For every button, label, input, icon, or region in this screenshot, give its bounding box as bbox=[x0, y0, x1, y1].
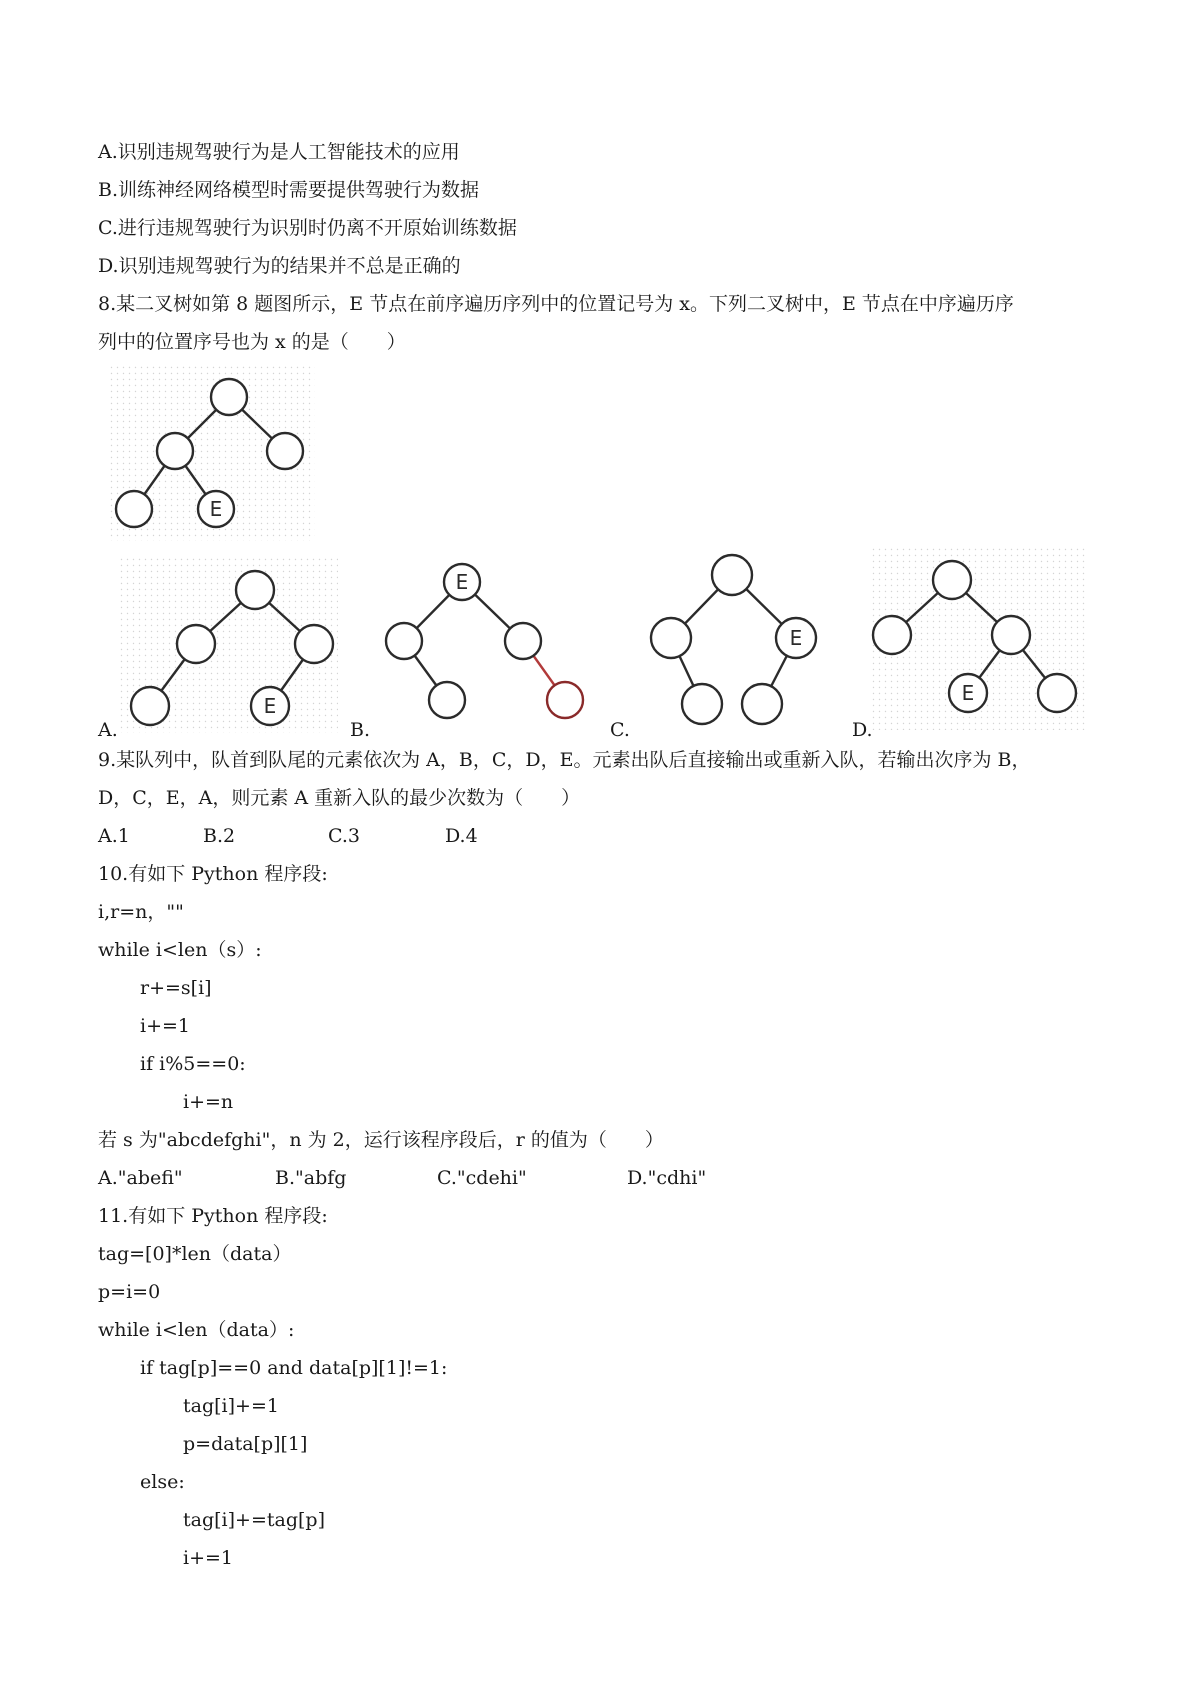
q8-option-d-label: D. bbox=[852, 719, 873, 741]
q8-option-c-label: C. bbox=[610, 719, 630, 741]
q8-option-b-label: B. bbox=[350, 719, 371, 741]
q8-option-a-node-e: E bbox=[263, 694, 277, 718]
q10-code-line: while i<len（s）: bbox=[98, 939, 262, 961]
q10-option-a: A."abefi" bbox=[98, 1167, 183, 1189]
q9-option-b: B.2 bbox=[203, 825, 236, 847]
q9-option-a: A.1 bbox=[98, 825, 130, 847]
q10-option-b: B."abfg bbox=[275, 1167, 347, 1189]
q11-code-line: else: bbox=[140, 1471, 185, 1493]
q11-code-line: tag[i]+=tag[p] bbox=[183, 1509, 325, 1531]
q9-stem-line-2: D，C，E，A，则元素 A 重新入队的最少次数为（ ） bbox=[98, 787, 581, 809]
q10-code-line: i,r=n，"" bbox=[98, 901, 184, 923]
q11-code-line: while i<len（data）: bbox=[98, 1319, 295, 1341]
q9-stem-line-1: 9.某队列中，队首到队尾的元素依次为 A，B，C，D，E。元素出队后直接输出或重新入队，若输出次序为 B， bbox=[98, 749, 1031, 771]
q8-option-c-node-e: E bbox=[789, 626, 803, 650]
q11-code-line: if tag[p]==0 and data[p][1]!=1: bbox=[140, 1357, 448, 1379]
q7-option-b: B.训练神经网络模型时需要提供驾驶行为数据 bbox=[98, 179, 480, 201]
q10-option-c: C."cdehi" bbox=[437, 1167, 527, 1189]
q8-option-c-tree bbox=[640, 552, 825, 732]
q10-code-line: r+=s[i] bbox=[140, 977, 212, 999]
q11-code-line: p=data[p][1] bbox=[183, 1433, 308, 1455]
q10-option-d: D."cdhi" bbox=[627, 1167, 707, 1189]
q7-option-a: A.识别违规驾驶行为是人工智能技术的应用 bbox=[98, 141, 460, 163]
q8-option-b-tree bbox=[380, 562, 595, 722]
q8-stem-line-1: 8.某二叉树如第 8 题图所示，E 节点在前序遍历序列中的位置记号为 x。下列二叉树中，E 节点在中序遍历序 bbox=[98, 293, 1014, 315]
q10-code-line: i+=n bbox=[183, 1091, 234, 1113]
q11-code-line: tag=[0]*len（data） bbox=[98, 1243, 292, 1265]
q11-code-line: tag[i]+=1 bbox=[183, 1395, 279, 1417]
q8-option-d-node-e: E bbox=[961, 681, 975, 705]
q7-option-c: C.进行违规驾驶行为识别时仍离不开原始训练数据 bbox=[98, 217, 517, 239]
q8-figure-node-e: E bbox=[209, 497, 223, 521]
q8-option-a-label: A. bbox=[98, 719, 118, 741]
q10-code-line: i+=1 bbox=[140, 1015, 191, 1037]
q8-option-b-node-e: E bbox=[455, 570, 469, 594]
q11-code-line: i+=1 bbox=[183, 1547, 234, 1569]
q9-option-d: D.4 bbox=[445, 825, 478, 847]
q7-option-d: D.识别违规驾驶行为的结果并不总是正确的 bbox=[98, 255, 461, 277]
q10-question: 若 s 为"abcdefghi"，n 为 2，运行该程序段后，r 的值为（ ） bbox=[98, 1129, 664, 1151]
q10-code-line: if i%5==0: bbox=[140, 1053, 246, 1075]
q11-stem: 11.有如下 Python 程序段: bbox=[98, 1205, 328, 1227]
q8-figure-tree bbox=[110, 366, 315, 541]
q8-option-d-tree bbox=[872, 548, 1087, 730]
q8-stem-line-2: 列中的位置序号也为 x 的是（ ） bbox=[98, 331, 406, 353]
q8-option-a-tree bbox=[120, 558, 338, 733]
q11-code-line: p=i=0 bbox=[98, 1281, 161, 1303]
q10-stem: 10.有如下 Python 程序段: bbox=[98, 863, 328, 885]
q9-option-c: C.3 bbox=[328, 825, 360, 847]
